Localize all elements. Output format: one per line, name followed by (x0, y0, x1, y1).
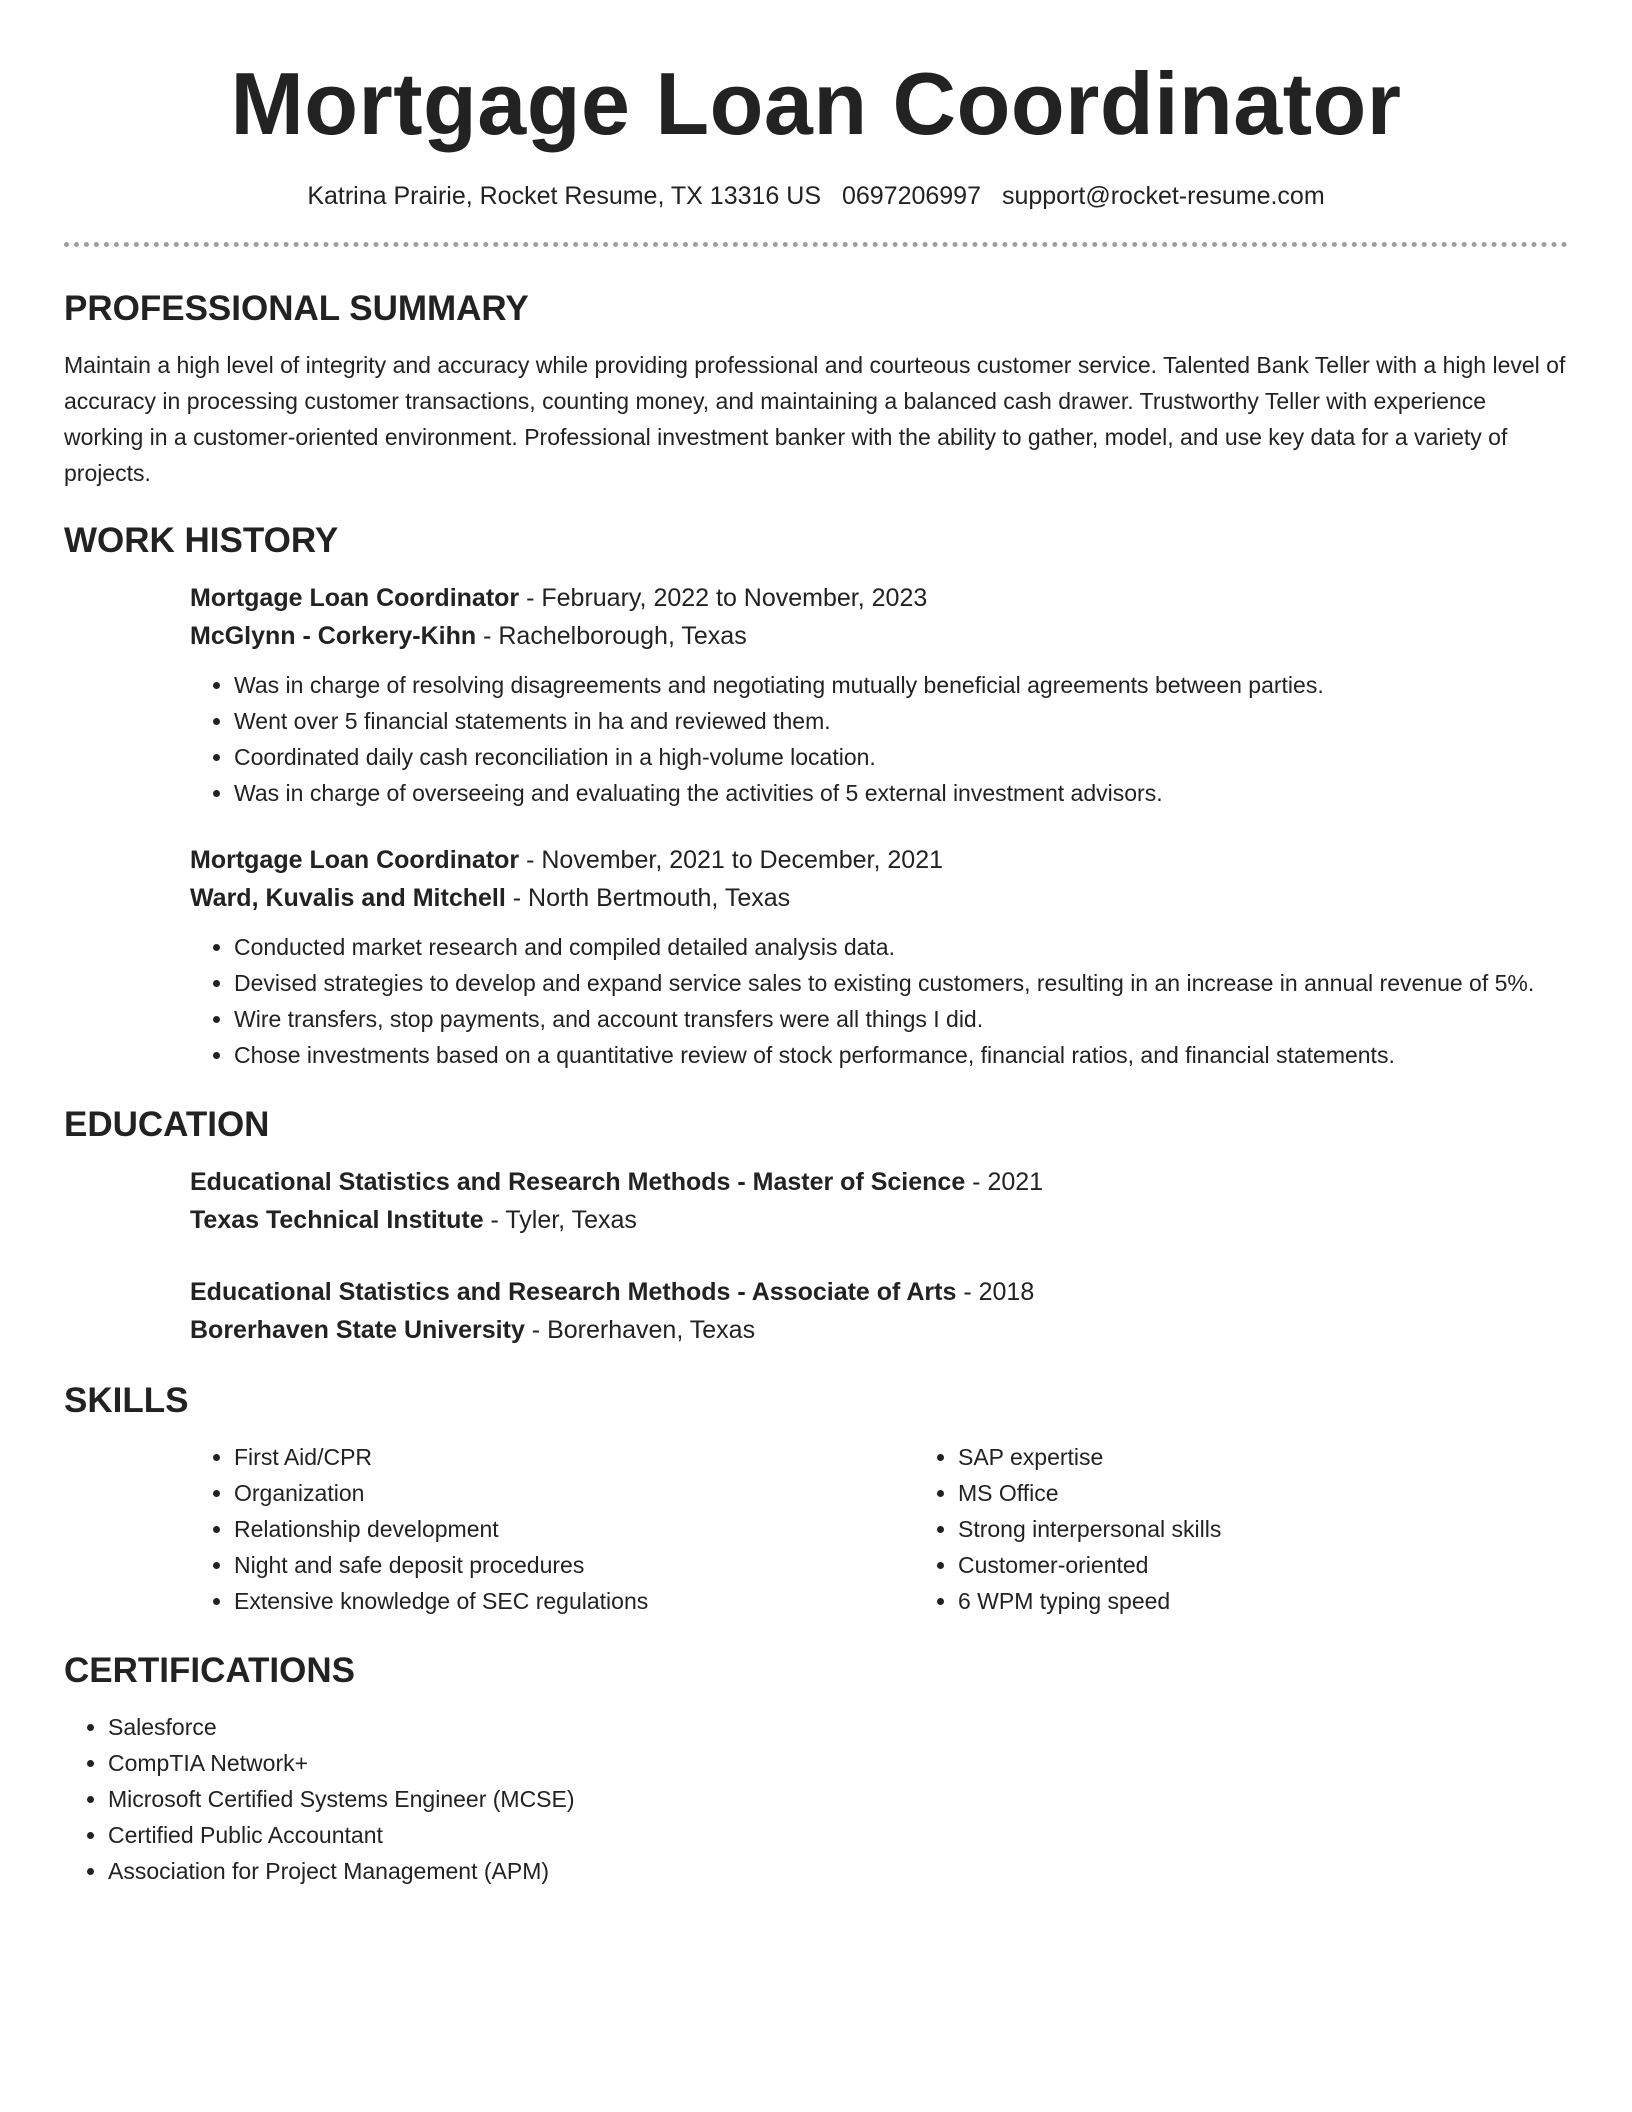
job-bullet: • Chose investments based on a quantitative review of stock performance, financial ratios, and financial statements. (234, 1037, 1568, 1073)
certification-item: • CompTIA Network+ (108, 1745, 1568, 1781)
certification-item: • Certified Public Accountant (108, 1817, 1568, 1853)
resume-title: Mortgage Loan Coordinator (230, 54, 1402, 153)
job-bullets (190, 667, 1568, 811)
summary-heading: PROFESSIONAL SUMMARY (64, 289, 529, 328)
skills-grid (190, 1439, 1568, 1619)
job-bullet: • Coordinated daily cash reconciliation in a high-volume location. (234, 739, 1568, 775)
education-heading: EDUCATION (64, 1105, 270, 1144)
skill-item: • Extensive knowledge of SEC regulations (234, 1583, 914, 1619)
work-history-section (64, 519, 1568, 1073)
skill-item: • Strong interpersonal skills (958, 1511, 1568, 1547)
job-bullet: • Conducted market research and compiled detailed analysis data. (234, 929, 1568, 965)
job-bullet: • Devised strategies to develop and expand service sales to existing customers, resulting in an increase in annual revenue of 5%. (234, 965, 1568, 1001)
job-dates: - November, 2021 to December, 2021 (519, 846, 944, 874)
contact-email: support@rocket-resume.com (1001, 182, 1325, 210)
job-location: - Rachelborough, Texas (476, 622, 747, 650)
skill-item: • Customer-oriented (958, 1547, 1568, 1583)
school-line (190, 1311, 1568, 1349)
school-name: Texas Technical Institute (190, 1206, 484, 1234)
header-divider (64, 242, 1568, 247)
skill-item: • Night and safe deposit procedures (234, 1547, 914, 1583)
certification-item: • Association for Project Management (APM) (108, 1853, 1568, 1889)
job-dates: - February, 2022 to November, 2023 (519, 584, 928, 612)
job-bullet: • Went over 5 financial statements in ha and reviewed them. (234, 703, 1568, 739)
skill-item: • Organization (234, 1475, 914, 1511)
certifications-heading: CERTIFICATIONS (64, 1651, 356, 1690)
education-section (64, 1103, 1568, 1349)
degree-year: - 2018 (956, 1278, 1035, 1306)
job-bullet: • Was in charge of resolving disagreements and negotiating mutually beneficial agreements between parties. (234, 667, 1568, 703)
certification-item: • Microsoft Certified Systems Engineer (MCSE) (108, 1781, 1568, 1817)
school-name: Borerhaven State University (190, 1316, 525, 1344)
job-company: Ward, Kuvalis and Mitchell (190, 884, 506, 912)
school-location: - Borerhaven, Texas (524, 1316, 756, 1344)
job-role: Mortgage Loan Coordinator (190, 846, 520, 874)
job-bullet: • Was in charge of overseeing and evaluating the activities of 5 external investment advisors. (234, 775, 1568, 811)
work-history-heading: WORK HISTORY (64, 521, 339, 560)
degree-name: Educational Statistics and Research Methods - Master of Science (190, 1168, 966, 1196)
job-location: - North Bertmouth, Texas (505, 884, 791, 912)
certifications-section (64, 1649, 1568, 1889)
contact-line (64, 180, 1568, 212)
skill-item: • Relationship development (234, 1511, 914, 1547)
summary-section (64, 287, 1568, 491)
job-bullets (190, 929, 1568, 1073)
summary-text: Maintain a high level of integrity and accuracy while providing professional and courteous customer service. Talented Bank Teller with a high level of accuracy in processing customer transactions, counting money, and maintaining a balanced cash drawer. Trustworthy Teller with experience working in a customer-oriented environment. Professional investment banker with the ability to gather, model, and use key data for a variety of projects. (64, 352, 1566, 486)
contact-phone: 0697206997 (841, 182, 981, 210)
job-entry (190, 579, 1568, 811)
education-entry (190, 1163, 1568, 1239)
job-bullet: • Wire transfers, stop payments, and account transfers were all things I did. (234, 1001, 1568, 1037)
skill-item: • SAP expertise (958, 1439, 1568, 1475)
degree-line (190, 1273, 1568, 1311)
degree-year: - 2021 (965, 1168, 1044, 1196)
job-title-line (190, 841, 1568, 879)
job-title-line (190, 579, 1568, 617)
contact-address: Katrina Prairie, Rocket Resume, TX 13316 US (307, 182, 821, 210)
certification-item: • Salesforce (108, 1709, 1568, 1745)
skills-list-right (914, 1439, 1568, 1619)
skills-heading: SKILLS (64, 1381, 189, 1420)
degree-name: Educational Statistics and Research Methods - Associate of Arts (190, 1278, 957, 1306)
job-company-line (190, 879, 1568, 917)
skill-item: • First Aid/CPR (234, 1439, 914, 1475)
school-line (190, 1201, 1568, 1239)
skills-list-left (190, 1439, 914, 1619)
school-location: - Tyler, Texas (483, 1206, 637, 1234)
certifications-list (64, 1709, 1568, 1889)
job-role: Mortgage Loan Coordinator (190, 584, 520, 612)
job-company: McGlynn - Corkery-Kihn (190, 622, 477, 650)
skill-item: • 6 WPM typing speed (958, 1583, 1568, 1619)
skills-section (64, 1379, 1568, 1619)
job-company-line (190, 617, 1568, 655)
skill-item: • MS Office (958, 1475, 1568, 1511)
education-entry (190, 1273, 1568, 1349)
job-entry (190, 841, 1568, 1073)
resume-header (64, 0, 1568, 212)
degree-line (190, 1163, 1568, 1201)
